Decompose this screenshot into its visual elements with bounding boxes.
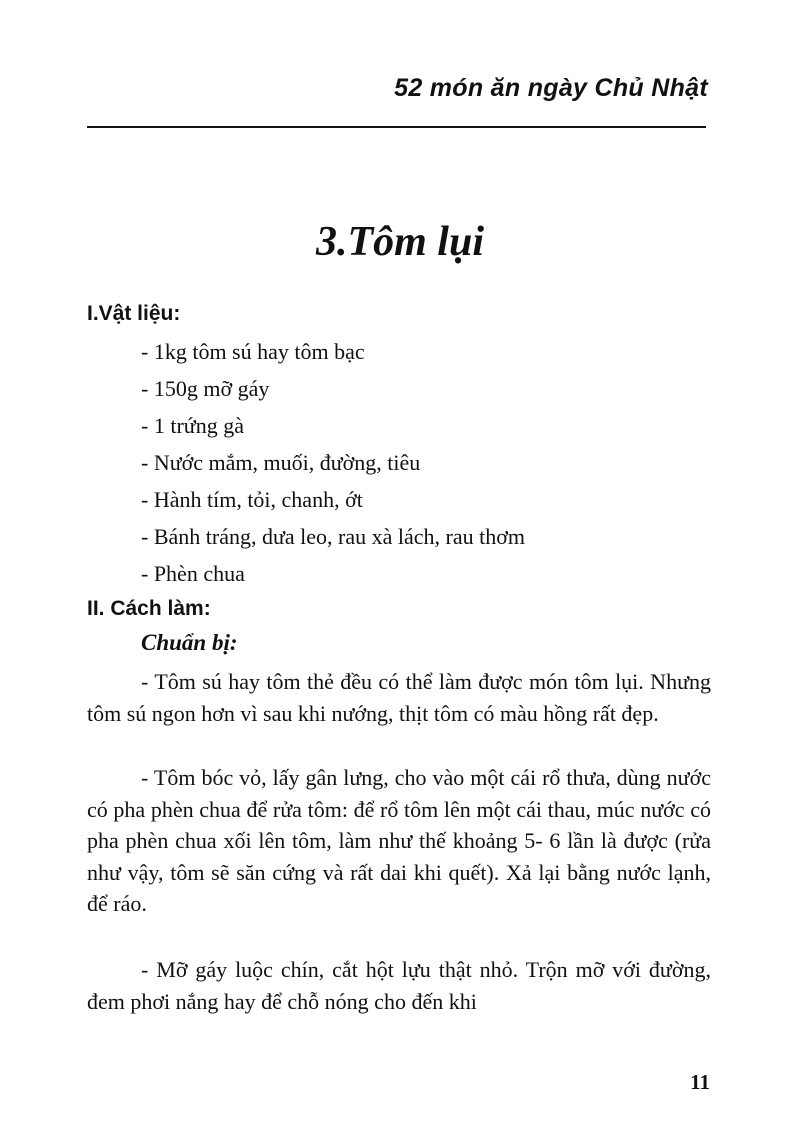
paragraph: - Tôm sú hay tôm thẻ đều có thể làm được món tôm lụi. Nhưng tôm sú ngon hơn vì sau khi nướng, thịt tôm có màu hồng rất đẹp.	[87, 669, 711, 726]
running-header: 52 món ăn ngày Chủ Nhật	[394, 74, 708, 102]
list-item: - Bánh tráng, dưa leo, rau xà lách, rau thơm	[141, 524, 525, 549]
paragraph: - Tôm bóc vỏ, lấy gân lưng, cho vào một cái rổ thưa, dùng nước có pha phèn chua để rửa tôm: để rổ tôm lên một cái thau, múc nước có pha phèn chua xối lên tôm, làm như thế khoảng 5- 6 lần là được (rửa như vậy, tôm sẽ săn cứng và rất dai khi quết). Xả lại bằng nước lạnh, để ráo.	[87, 765, 711, 916]
list-item: - Hành tím, tỏi, chanh, ớt	[141, 487, 363, 512]
header-rule	[87, 126, 706, 128]
paragraph: - Mỡ gáy luộc chín, cắt hột lựu thật nhỏ. Trộn mỡ với đường, đem phơi nắng hay để chỗ nóng cho đến khi	[87, 957, 711, 1014]
page-number: 11	[690, 1070, 710, 1094]
subheading-preparation: Chuẩn bị:	[141, 630, 238, 655]
list-item: - 1 trứng gà	[141, 413, 244, 438]
list-item: - 1kg tôm sú hay tôm bạc	[141, 339, 365, 364]
section-heading-ingredients: I.Vật liệu:	[87, 302, 181, 325]
list-item: - Phèn chua	[141, 561, 245, 586]
list-item: - 150g mỡ gáy	[141, 376, 270, 401]
chapter-title: 3.Tôm lụi	[315, 219, 485, 265]
list-item: - Nước mắm, muối, đường, tiêu	[141, 450, 421, 475]
section-heading-method: II. Cách làm:	[87, 597, 211, 620]
ingredient-list	[141, 333, 525, 592]
